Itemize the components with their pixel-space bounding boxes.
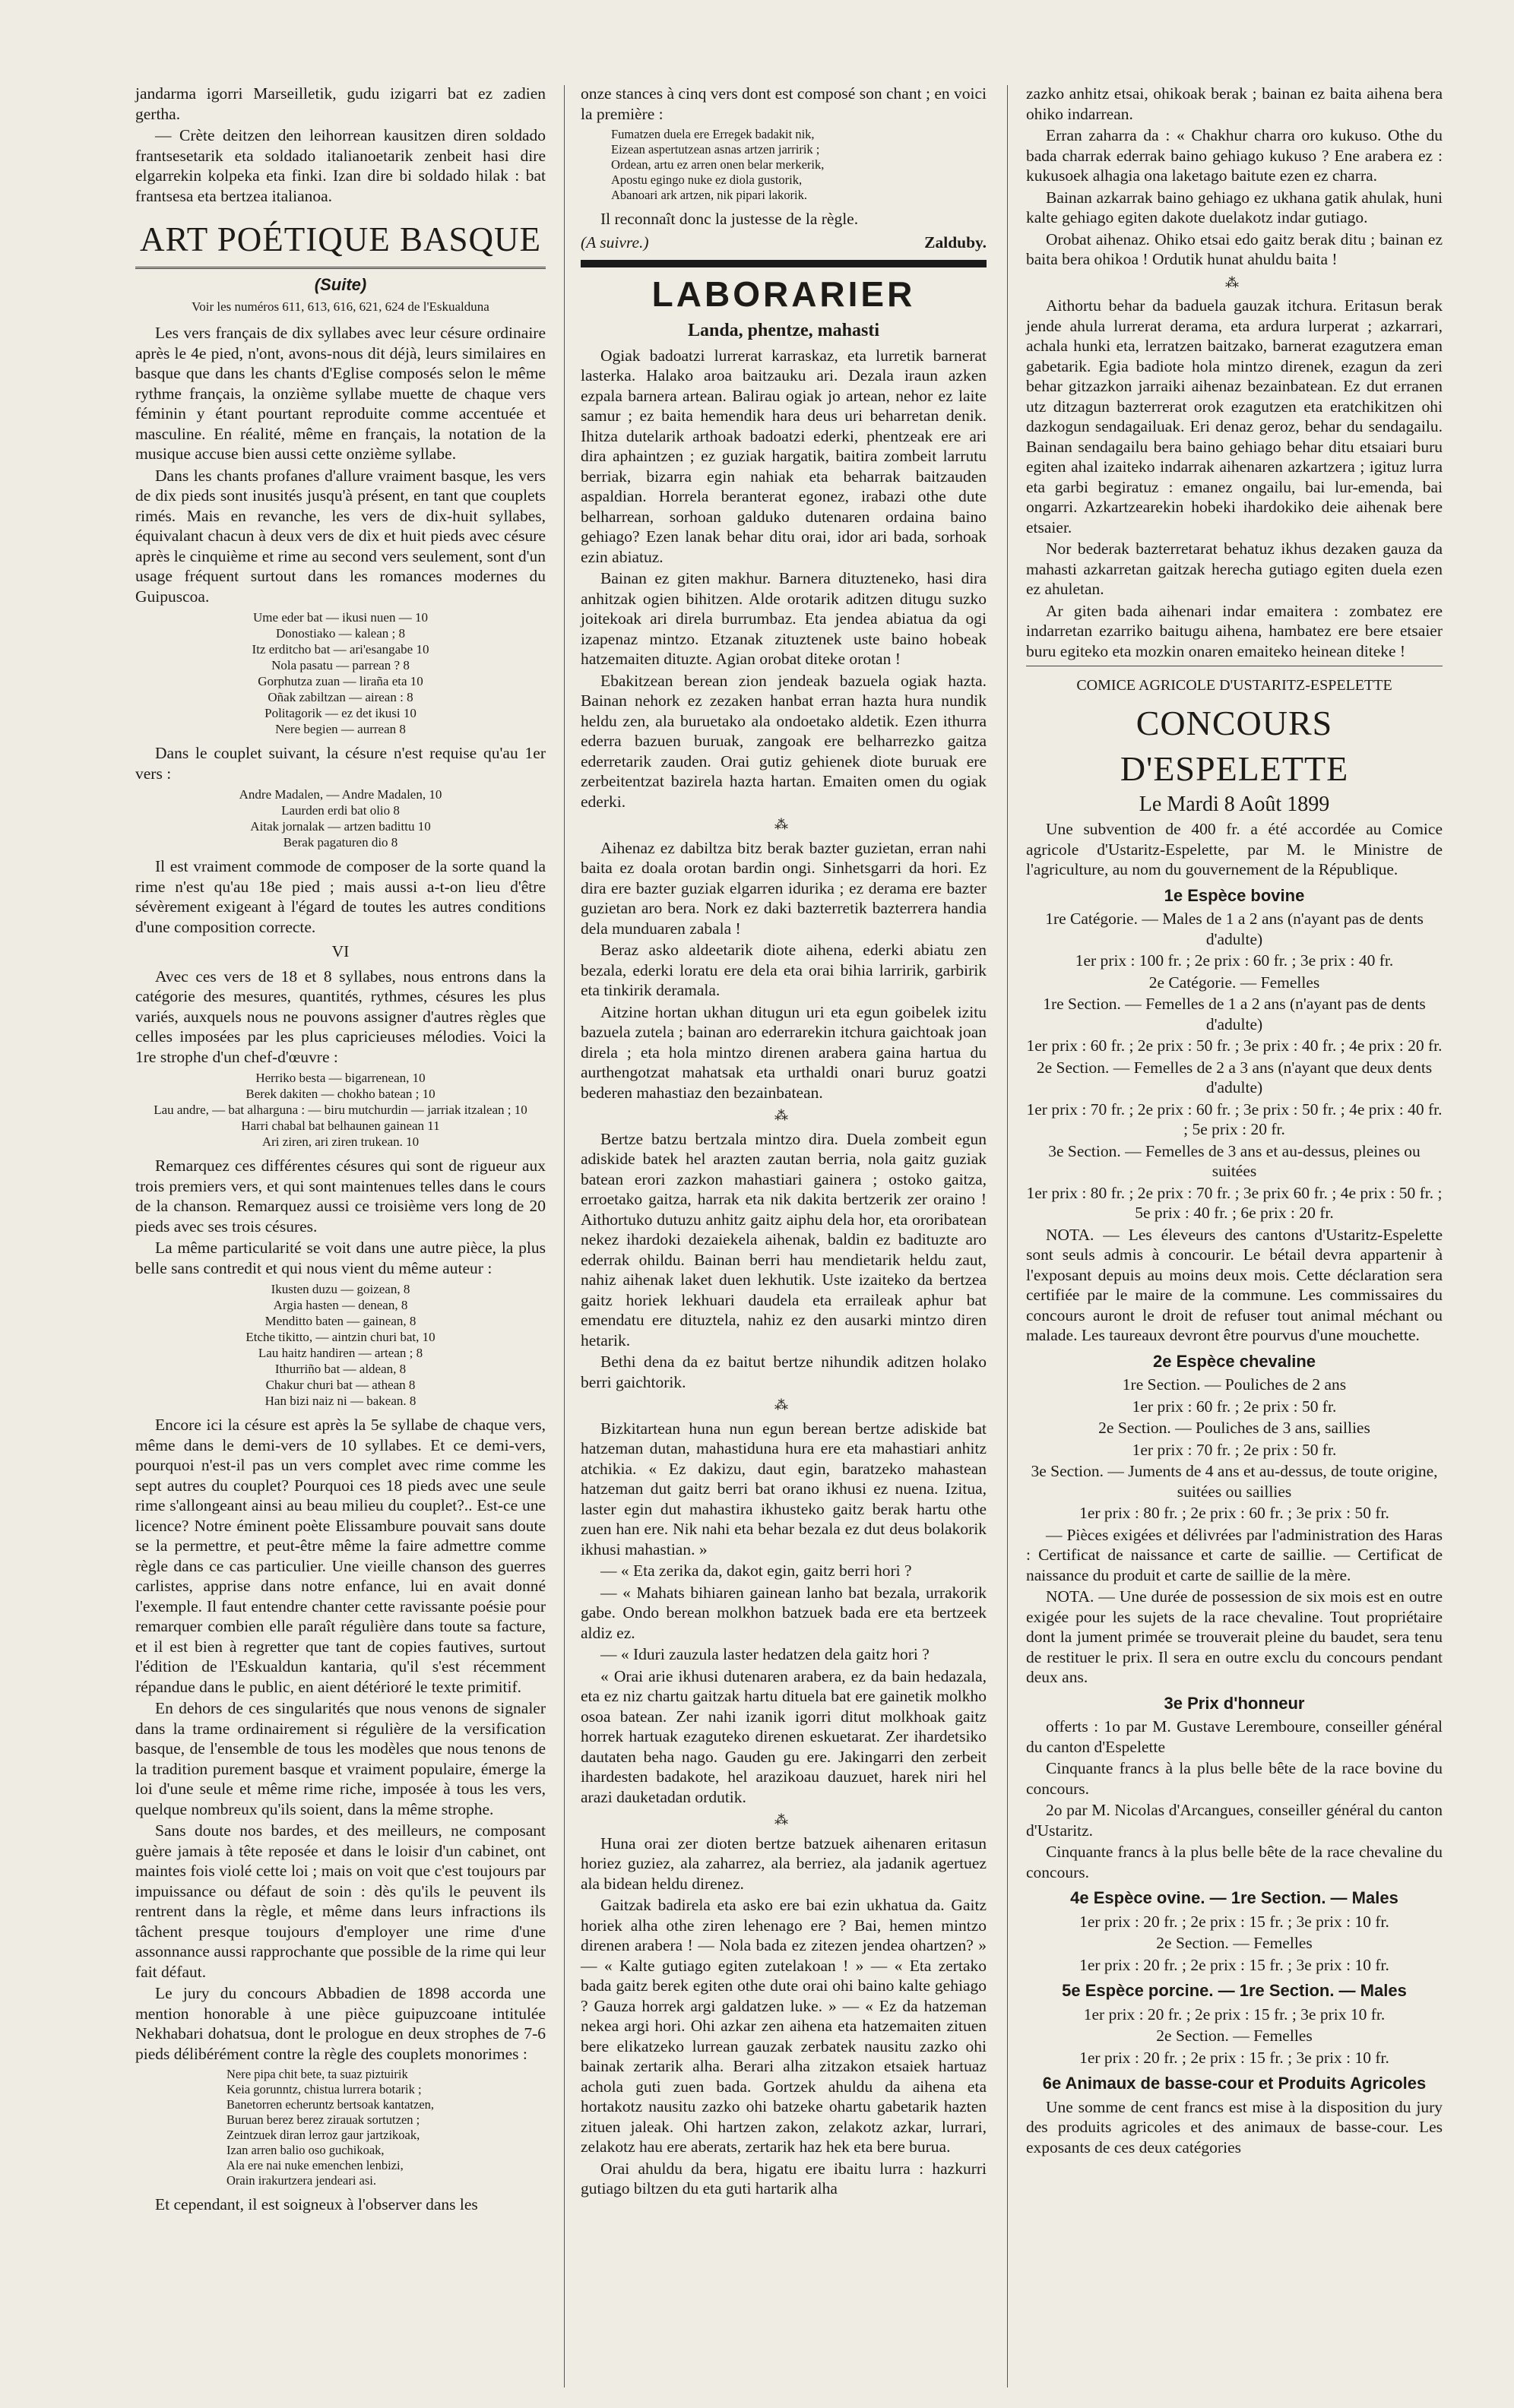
section-title: LABORARIER <box>651 274 916 314</box>
paragraph: Dans les chants profanes d'allure vraiment basque, les vers de dix pieds sont inusités jusqu'à présent, en tant que couplets rimés. Mais en revanche, les vers de dix-huit syllabes, équivalant chacun à deux vers de dix et huit pieds avec césure après le cinquième et rime au second vers seulement, sont d'un usage fréquent surtout dans les romances modernes du Guipuscoa. <box>135 466 546 606</box>
verse-line: Harri chabal bat belhaunen gainean 11 <box>241 1119 440 1133</box>
verse-line: Buruan berez berez zirauak sortutzen ; <box>226 2112 420 2127</box>
comice-heading: COMICE AGRICOLE D'USTARITZ-ESPELETTE <box>1026 666 1443 696</box>
verse-block <box>135 786 546 850</box>
prize-line: 1er prix : 70 fr. ; 2e prix : 60 fr. ; 3e prix : 50 fr. ; 4e prix : 40 fr. ; 5e prix : 20 fr. <box>1026 1100 1443 1138</box>
verse-line: Nola pasatu — parrean ? 8 <box>271 658 410 672</box>
prize-line: 1er prix : 20 fr. ; 2e prix : 15 fr. ; 3e prix : 10 fr. <box>1079 2048 1389 2067</box>
prize-line: 1re Section. — Pouliches de 2 ans <box>1122 1375 1347 1394</box>
paragraph: Les vers français de dix syllabes avec leur césure ordinaire après le 4e pied, n'ont, avons-nous dit déjà, leurs similaires en basque que dans les chants d'Eglise composés selon le même rythme français, la onzième syllabe muette de chaque vers féminin y étant pourtant reproduite comme accentuée et masculine. En réalité, même en français, la notation de la musique accuse bien aussi cette onzième syllabe. <box>135 324 546 463</box>
verse-line: Han bizi naiz ni — bakean. 8 <box>264 1394 417 1408</box>
verse-line: Laurden erdi bat olio 8 <box>281 803 400 818</box>
verse-line: Keia gorunntz, chistua lurrera botarik ; <box>226 2082 422 2096</box>
paragraph: Bertze batzu bertzala mintzo dira. Duela zombeit egun adiskide batek hel arazten zautan berria, nola gaitz guziak batean erori zazkon mahastiari gainera ; ostoko gaitza, erroetako gaitza, harrak eta nik dakita bertzerik zer oraino ! Aithortuko dutuzu anhitz gaitz aiphu dela hor, eta ororibatean nekez ihardoki dezaiekela aihenak, baldin ez badituzte aro ederrak ohildu. Bainan berri hau mendietarik heldu zaut, nahiz aihenak laket duen lekhutik. Uste izaiteko da bertzea gaitz horiek lekhuari daudela eta erraileak aphur bat emendatu ere dituztela, nahiz ez den ausarki mintzo diren hetarik. <box>581 1129 987 1350</box>
verse-block <box>226 2067 546 2188</box>
paragraph: Bainan azkarrak baino gehiago ez ukhana gatik ahulak, huni kalte gehiago egiten dakote duelakotz indar gutiago. <box>1026 188 1443 226</box>
paragraph: onze stances à cinq vers dont est composé son chant ; en voici la première : <box>581 84 987 123</box>
paragraph: Cinquante francs à la plus belle bête de la race bovine du concours. <box>1026 1759 1443 1798</box>
verse-line: Nere begien — aurrean 8 <box>275 722 406 736</box>
category-heading: 3e Prix d'honneur <box>1164 1693 1305 1713</box>
verse-line: Berek dakiten — chokho batean ; 10 <box>245 1087 436 1101</box>
section-divider <box>581 260 987 267</box>
paragraph: Et cependant, il est soigneux à l'observer dans les <box>155 2195 478 2213</box>
paragraph: La même particularité se voit dans une autre pièce, la plus belle sans contredit et qui nous vient du même auteur : <box>135 1239 546 1277</box>
paragraph: zazko anhitz etsai, ohikoak berak ; bainan ez baita aihena bera ohiko indarrean. <box>1026 84 1443 123</box>
verse-line: Ala ere nai nuke emenchen lenbizi, <box>226 2158 404 2172</box>
verse-line: Aitak jornalak — artzen badittu 10 <box>250 819 431 834</box>
verse-line: Lau andre, — bat alharguna : — biru mutchurdin — jarriak itzalean ; 10 <box>154 1103 527 1117</box>
prize-line: 1er prix : 60 fr. ; 2e prix : 50 fr. <box>1132 1397 1337 1416</box>
paragraph: Aihenaz ez dabiltza bitz berak bazter guzietan, erran nahi baita ez doala orotan bardin ongi. Sinhetsgarri da hori. Ez dira ere bazter guziak elgarren idurika ; ez derama ere bazter guzietan aro bera. Nork ez daki bazterretik bazterrera handia dela munduaren zabala ! <box>581 838 987 938</box>
category-heading: 6e Animaux de basse-cour et Produits Agricoles <box>1042 2074 1427 2093</box>
asterism-divider: ⁂ <box>774 1108 793 1123</box>
paragraph: Aitzine hortan ukhan ditugun uri eta egun goibelek izitu bazuela zutela ; bainan aro ederrarekin itchura gaichtoak joan direla ; eta hola mintzo direnen arabera gaina hartua du aurthengotzat mahatsak eta urthaldi onari buruz goatzi bederen mahastiaz den bezainbatean. <box>581 1002 987 1102</box>
paragraph: Cinquante francs à la plus belle bête de la race chevaline du concours. <box>1026 1843 1443 1881</box>
verse-line: Ari ziren, ari ziren trukean. 10 <box>261 1134 420 1149</box>
verse-line: Chakur churi bat — athean 8 <box>265 1378 416 1392</box>
verse-line: Eizean aspertutzean asnas artzen jarririk ; <box>611 142 820 157</box>
column-rule <box>564 85 565 2387</box>
verse-line: Argia hasten — denean, 8 <box>273 1298 408 1312</box>
paragraph: Ogiak badoatzi lurrerat karraskaz, eta lurretik barnerat lasterka. Halako aroa baitzauku ari. Dezala iraun azken ezpala barnera artean. Balirau ogiak jo artean, nehor ez laite samur ; ez baita hemendik hara deus uri beharretan denik. Ihitza dutelarik arthoak badoatzi ederki, phentzeak ere ari dira aphaintzen ; ez guziak hargatik, baitira zombeit larrutu berriak, bizarra egin nahiak eta beharrak baitzauden aspaldian. Horrela beranterat egonez, irabazi othe dute belharrean, sorhoan galduko dutenaren ordaina baino gehiago? Ezen lanak behar ditu orai, idor ari bada, sorhoak ezin abiatuz. <box>581 346 987 566</box>
paragraph: — « Mahats bihiaren gainean lanho bat bezala, urrakorik gabe. Ondo berean molkhon batzuek bada ere eta bertzeek aldiz ez. <box>581 1583 987 1642</box>
reference-note: Voir les numéros 611, 613, 616, 621, 624 de l'Eskualduna <box>192 299 489 314</box>
signature-line <box>581 233 987 253</box>
asterism-divider: ⁂ <box>774 1397 793 1413</box>
verse-line: Izan arren balio oso guchikoak, <box>226 2143 385 2157</box>
section-number: VI <box>331 942 350 960</box>
asterism-divider: ⁂ <box>774 817 793 832</box>
verse-line: Berak pagaturen dio 8 <box>283 835 398 850</box>
concours-title: CONCOURS D'ESPELETTE <box>1120 703 1349 788</box>
paragraph: Huna orai zer dioten bertze batzuek aihenaren eritasun horiez guziez, ala zaharrez, ala berriez, ala jadanik agertuez ala bidean heldu direnez. <box>581 1834 987 1893</box>
prize-line: 1er prix : 100 fr. ; 2e prix : 60 fr. ; 3e prix : 40 fr. <box>1075 951 1394 970</box>
column-rule <box>1007 85 1008 2387</box>
paragraph: En dehors de ces singularités que nous venons de signaler dans la trame ordinairement si régulière de la versification basque, de l'ensemble de tous les modèles que nous tenons de la tradition purement basque et vraiment populaire, émerge la loi d'une seule et même rime riche, imposée à tous les vers, quelque nombreux qu'ils soient, dans la même strophe. <box>135 1699 546 1818</box>
prize-line: 1er prix : 20 fr. ; 2e prix : 15 fr. ; 3e prix : 10 fr. <box>1079 1955 1389 1974</box>
paragraph: Une somme de cent francs est mise à la disposition du jury des produits agricoles et des animaux de basse-cour. Les exposants de ces deux catégories <box>1026 2097 1443 2156</box>
category-heading: 1e Espèce bovine <box>1164 885 1305 905</box>
paragraph: Orai ahuldu da bera, higatu ere ibaitu lurra : hazkurri gutiago biltzen du eta guti hartarik alha <box>581 2159 987 2198</box>
verse-line: Donostiako — kalean ; 8 <box>276 626 405 641</box>
verse-line: Abanoari ark artzen, nik pipari lakorik. <box>611 188 807 202</box>
verse-line: Herriko besta — bigarrenean, 10 <box>255 1071 426 1085</box>
prize-line: 2e Section. — Pouliches de 3 ans, saillies <box>1098 1419 1370 1437</box>
category-heading: 4e Espèce ovine. — 1re Section. — Males <box>1070 1888 1398 1907</box>
prize-line: 1er prix : 60 fr. ; 2e prix : 50 fr. ; 3e prix : 40 fr. ; 4e prix : 20 fr. <box>1026 1036 1443 1055</box>
paragraph: Il reconnaît donc la justesse de la règle. <box>600 210 859 228</box>
verse-line: Andre Madalen, — Andre Madalen, 10 <box>239 787 442 802</box>
to-be-continued: (A suivre.) <box>581 233 649 252</box>
paragraph: Encore ici la césure est après la 5e syllabe de chaque vers, même dans le demi-vers de 10 syllabes. Et ce demi-vers, pourquoi n'est-il pas un vers complet avec rime comme les sept autres du couplet? Pourquoi ces 18 pieds avec une seule rime s'allongeant ainsi au beau milieu du couplet?.. Est-ce une licence? Notre éminent poète Elissambure pouvait sans doute se la permettre, et peut-être même la faire admettre comme règle dans ce cas particulier. Une vieille chanson des guerres carlistes, apprise dans notre enfance, lui en avait donné l'exemple. Il faut entendre chanter cette ravissante poésie pour remarquer combien elle paraît régulière dans toute sa facture, et il est bien à regretter que tant de copies fautives, surtout l'édition de l'Eskualdun kantaria, qu'il s'est récemment répandue dans le public, en aient détérioré le texte primitif. <box>135 1416 546 1696</box>
category-heading: 2e Espèce chevaline <box>1152 1351 1316 1371</box>
column-right <box>1026 84 1443 2159</box>
paragraph: Il est vraiment commode de composer de la sorte quand la rime n'est qu'au 18e pied ; mais aussi a-t-on lieu d'être sévèrement exigeant à l'égard de toutes les autres conditions d'une composition correcte. <box>135 857 546 936</box>
paragraph: Sans doute nos bardes, et des meilleurs, ne composant guère jamais à tête reposée et dans le loisir d'un cabinet, ont maintes fois violé cette loi ; mais on voit que c'est toujours par impuissance ou défaut de soin : dès qu'ils le peuvent ils rentrent dans la règle, et même dans leurs infractions ils tâchent presque toujours d'employer une rime d'une assonnance aussi rapprochante que possible de la rime qui leur fait défaut. <box>135 1821 546 1981</box>
verse-line: Gorphutza zuan — liraña eta 10 <box>258 674 423 688</box>
author-name: Zalduby. <box>924 233 987 252</box>
paragraph: Gaitzak badirela eta asko ere bai ezin ukhatua da. Gaitz horiek alha othe ziren lehenago ere ? Bai, hemen mintzo direnen arabera ! — Nola bada ez zitezen jendea ohartzen? » — « Kalte gutiago egiten zutelakoan ! » — « Eta zertako bada gaitz berek egiten othe dute orai ohi baino kalte gehiago ? Gauza horrek argi galdatzen luke. » — « Ez da hatzeman nekea argi hori. Ohi azkar zen aihena eta hatzemaiten zituen bere elikatzeko lurrean gauzak zerbatek nausitu zazko ohi bainak zertarik alha. Berari alha zitzakon etsaiek hartuaz achola guti zuen bada. Gortzek ahuldu da aihena eta hortakotz nausitu zazko ohi batzeke ohartu gabetarik hazten zituen jaleak. Ohi hartzen zakon, zelakotz azkar, lurrari, zelakotz hau ere aberats, zertarik haz hek eta bere burua. <box>581 1896 987 2156</box>
paragraph: 2o par M. Nicolas d'Arcangues, conseiller général du canton d'Ustaritz. <box>1026 1801 1443 1840</box>
paragraph: Erran zaharra da : « Chakhur charra oro kukuso. Othe du bada charrak ederrak baino gehiago kukuso ? Ene arabera ez : kukusoek alhagia ona laketago baitute ezen ez charra. <box>1026 126 1443 185</box>
verse-line: Ume eder bat — ikusi nuen — 10 <box>253 610 428 625</box>
paragraph: — Crète deitzen den leihorrean kausitzen diren soldado frantsesetarik eta soldado italianoetarik zenbeit hasi dire elgarrekin kolpeka eta finki. Izan dire bi soldado hilak : bat frantsesa eta bertzea italianoa. <box>135 126 546 205</box>
verse-line: Nere pipa chit bete, ta suaz piztuirik <box>226 2067 408 2081</box>
verse-line: Apostu egingo nuke ez diola gustorik, <box>611 172 803 187</box>
article-title: ART POÉTIQUE BASQUE <box>135 218 546 269</box>
paragraph: Nor bederak bazterretarat behatuz ikhus dezaken gauza da mahasti azkarretan gaitzak herecha gutiago egiten duela ezen ez ahuletan. <box>1026 540 1443 598</box>
verse-block <box>611 127 987 203</box>
verse-line: Ordean, artu ez arren onen belar merkerik, <box>611 157 825 172</box>
prize-line: 1er prix : 80 fr. ; 2e prix : 60 fr. ; 3e prix : 50 fr. <box>1079 1504 1389 1522</box>
paragraph: Remarquez ces différentes césures qui sont de rigueur aux trois premiers vers, et qui sont maintenues telles dans le cours de la chanson. Remarquez aussi ce troisième vers long de 20 pieds avec ses trois césures. <box>135 1157 546 1236</box>
verse-block <box>135 1281 546 1409</box>
paragraph: offerts : 1o par M. Gustave Leremboure, conseiller général du canton d'Espelette <box>1026 1717 1443 1756</box>
asterism-divider: ⁂ <box>1225 274 1243 290</box>
paragraph: Le jury du concours Abbadien de 1898 accorda une mention honorable à une pièce guipuzcoane intitulée Nekhabari dohatsua, dont le prologue en deux strophes de 7-6 pieds délibérément contre la règle des couplets monorimes : <box>135 1984 546 2063</box>
paragraph: Bainan ez giten makhur. Barnera dituzteneko, hasi dira anhitzak ogien bihitzen. Alde orotarik aditzen ditugu suzko joitekoak ari direla burrumbaz. Eta jendea abiatua da ogi izapenaz mintzo. Etzanak zituztenek uste baino hobeak hatzemaiten dituzte. Agian orobat diteke orotan ! <box>581 569 987 668</box>
verse-block <box>135 1070 546 1150</box>
paragraph: — « Eta zerika da, dakot egin, gaitz berri hori ? <box>600 1562 912 1580</box>
article-subtitle: (Suite) <box>314 275 367 294</box>
verse-line: Politagorik — ez det ikusi 10 <box>264 706 417 720</box>
verse-line: Zeintzuek diran lerroz gaur jartzikoak, <box>226 2128 420 2142</box>
paragraph: Une subvention de 400 fr. a été accordée au Comice agricole d'Ustaritz-Espelette, par M. le Ministre de l'agriculture, au nom du gouvernement de la République. <box>1026 820 1443 878</box>
paragraph: jandarma igorri Marseilletik, gudu izigarri bat ez zadien gertha. <box>135 84 546 123</box>
paragraph: Avec ces vers de 18 et 8 syllabes, nous entrons dans la catégorie des mesures, quantités, rythmes, césures les plus variés, auxquels nous ne pouvons assigner d'autres règles que celles imposées par les plus capricieuses mélodies. Voici la 1re strophe d'un chef-d'œuvre : <box>135 967 546 1066</box>
verse-line: Etche tikitto, — aintzin churi bat, 10 <box>245 1330 436 1344</box>
verse-line: Ikusten duzu — goizean, 8 <box>271 1282 410 1296</box>
section-subtitle: Landa, phentze, mahasti <box>687 321 880 340</box>
paragraph: NOTA. — Les éleveurs des cantons d'Ustaritz-Espelette sont seuls admis à concourir. Le bétail devra appartenir à l'exposant depuis au moins deux mois. Cette déclaration sera certifiée par le maire de la commune. Les commissaires du concours auront le droit de refuser tout animal méchant ou malade. Les taureaux devront être pourvus d'une mouchette. <box>1026 1225 1443 1344</box>
prize-line: 1er prix : 70 fr. ; 2e prix : 50 fr. <box>1132 1440 1337 1459</box>
verse-line: Oñak zabiltzan — airean : 8 <box>268 690 413 704</box>
prize-line: 2e Catégorie. — Femelles <box>1148 973 1320 992</box>
verse-line: Orain irakurtzera jendeari asi. <box>226 2173 376 2188</box>
paragraph: — « Iduri zauzula laster hedatzen dela gaitz hori ? <box>600 1645 930 1663</box>
prize-line: 2e Section. — Femelles <box>1156 1934 1313 1952</box>
paragraph: NOTA. — Une durée de possession de six mois est en outre exigée pour les sujets de la race chevaline. Tout propriétaire dont la jument primée se trouverait pleine du baudet, sera tenu de restituer le prix. Il sera en outre exclu du concours pendant deux ans. <box>1026 1587 1443 1686</box>
prize-line: 1re Section. — Femelles de 1 a 2 ans (n'ayant pas de dents d'adulte) <box>1043 995 1426 1033</box>
paragraph: Orobat aihenaz. Ohiko etsai edo gaitz berak ditu ; bainan ez baita bera ohikoa ! Ordutik hunat ahuldu baita ! <box>1026 229 1443 268</box>
paragraph: Aithortu behar da baduela gauzak itchura. Eritasun berak jende ahula lurrerat derama, eta ardura lurperat ; azkarrari, achala hunki eta, lerratzen baitzako, barnerat ezagutzera eman gabetarik. Egia badiote hola mintzo direnek, ezagun da zeri behar gitzazkon jarraiki aihenaz bezainbatean. Ez dut erranen utz ditzagun bazterrerat orok ezagutzen eta eratchikitzen ohi dazkogun sendagailuak. Eri denaz geroz, behar du sendagailu. Bainan sendagailu bera baino gehiago behar ditu etsaiari buru egiten ahal izaiteko indarrak aihenaren azkartzera ; igituz lurra eta garbi begiratuz : emanez ongailu, bai lur-emenda, bai ongarri. Azkartzearekin hobeki ihardokiko deie aihenak bere etsaier. <box>1026 296 1443 536</box>
prize-line: 1er prix : 20 fr. ; 2e prix : 15 fr. ; 3e prix 10 fr. <box>1083 2005 1386 2024</box>
prize-line: 2e Section. — Femelles <box>1156 2027 1313 2045</box>
paragraph: — Pièces exigées et délivrées par l'administration des Haras : Certificat de naissance et carte de saillie. — Certificat de naissance du produit et carte de saillie de la mère. <box>1026 1525 1443 1584</box>
paragraph: Dans le couplet suivant, la césure n'est requise qu'au 1er vers : <box>135 744 546 783</box>
category-heading: 5e Espèce porcine. — 1re Section. — Males <box>1062 1981 1407 2000</box>
prize-line: 1re Catégorie. — Males de 1 a 2 ans (n'ayant pas de dents d'adulte) <box>1045 910 1424 948</box>
verse-block <box>135 609 546 737</box>
event-date: Le Mardi 8 Août 1899 <box>1139 792 1330 816</box>
column-left <box>135 84 546 2217</box>
verse-line: Menditto baten — gainean, 8 <box>264 1314 417 1328</box>
verse-line: Itz erditcho bat — ari'esangabe 10 <box>252 642 429 657</box>
verse-line: Fumatzen duela ere Erregek badakit nik, <box>611 127 815 141</box>
verse-line: Banetorren echeruntz bertsoak kantatzen, <box>226 2097 435 2112</box>
paragraph: Ebakitzean berean zion jendeak bazuela ogiak hazta. Bainan nehork ez zezaken hanbat erran hazta hura nundik heldu zen, ala buruetako ala ondoetako aldetik. Ezen ithurra ederra bazuen buruak, zangoak ere belharrezko gaitza ederretarik zauden. Orai gutiz gehienek diote buruak ere zerbeitentzat bazirela hazta hartan. Emaiten omen du ogiak ederki. <box>581 671 987 811</box>
paragraph: Ar giten bada aihenari indar emaitera : zombatez ere indarretan ezarriko baitugu aihena, hambatez ere bere etsaier buru egiteko eta mozkin onaren emaiteko heinean diteke ! <box>1026 601 1443 660</box>
asterism-divider: ⁂ <box>774 1812 793 1827</box>
column-middle <box>581 84 987 2201</box>
prize-line: 2e Section. — Femelles de 2 a 3 ans (n'ayant que deux dents d'adulte) <box>1036 1058 1433 1096</box>
prize-line: 1er prix : 80 fr. ; 2e prix : 70 fr. ; 3e prix 60 fr. ; 4e prix : 50 fr. ; 5e prix : 40 fr. ; 6e prix : 20 fr. <box>1026 1183 1443 1222</box>
verse-line: Ithurriño bat — aldean, 8 <box>274 1362 407 1376</box>
paragraph: « Orai arie ikhusi dutenaren arabera, ez da bain hedazala, eta ez niz chartu gaitzak hartu dituela bat ere gainetik molkho osoa batean. Zer nahi izanik igorri ditut molkhoak gaitz horrek hartuak ezaguteko direnen eskuetarat. Zer ihardetsiko dautaten beha nago. Gauden gu ere. Jakingarri den zerbeit ihardesten badakote, hel arazikoau dauzuet, harek niri hel arazi dauketadan ordutik. <box>581 1666 987 1806</box>
prize-line: 3e Section. — Juments de 4 ans et au-dessus, de toute origine, suitées ou saillies <box>1031 1462 1438 1501</box>
paragraph: Beraz asko aldeetarik diote aihena, ederki abiatu zen bezala, ederki loratu ere dela eta orai bihia larririk, garbirik eta tinkirik deramala. <box>581 941 987 999</box>
paragraph: Bethi dena da ez baitut bertze nihundik aditzen holako berri gaichtorik. <box>581 1353 987 1391</box>
paragraph: Bizkitartean huna nun egun berean bertze adiskide bat hatzeman dutan, mahastiduna hura ere eta mahastiari anhitz atchikia. « Ez dakizu, daut egin, baratzeko mahastean hatzeman dut gaitz berri bat orano ikhusi ez nuena. Izitua, laster egin dut mahastira ikhusteko gaitz berak hartu othe zuen han ere. Nik nahi eta behar bezala ez dut deus bolakorik ikhusi mahastian. » <box>581 1419 987 1558</box>
prize-line: 1er prix : 20 fr. ; 2e prix : 15 fr. ; 3e prix : 10 fr. <box>1079 1912 1389 1931</box>
prize-line: 3e Section. — Femelles de 3 ans et au-dessus, pleines ou suitées <box>1048 1141 1421 1180</box>
verse-line: Lau haitz handiren — artean ; 8 <box>258 1346 423 1360</box>
